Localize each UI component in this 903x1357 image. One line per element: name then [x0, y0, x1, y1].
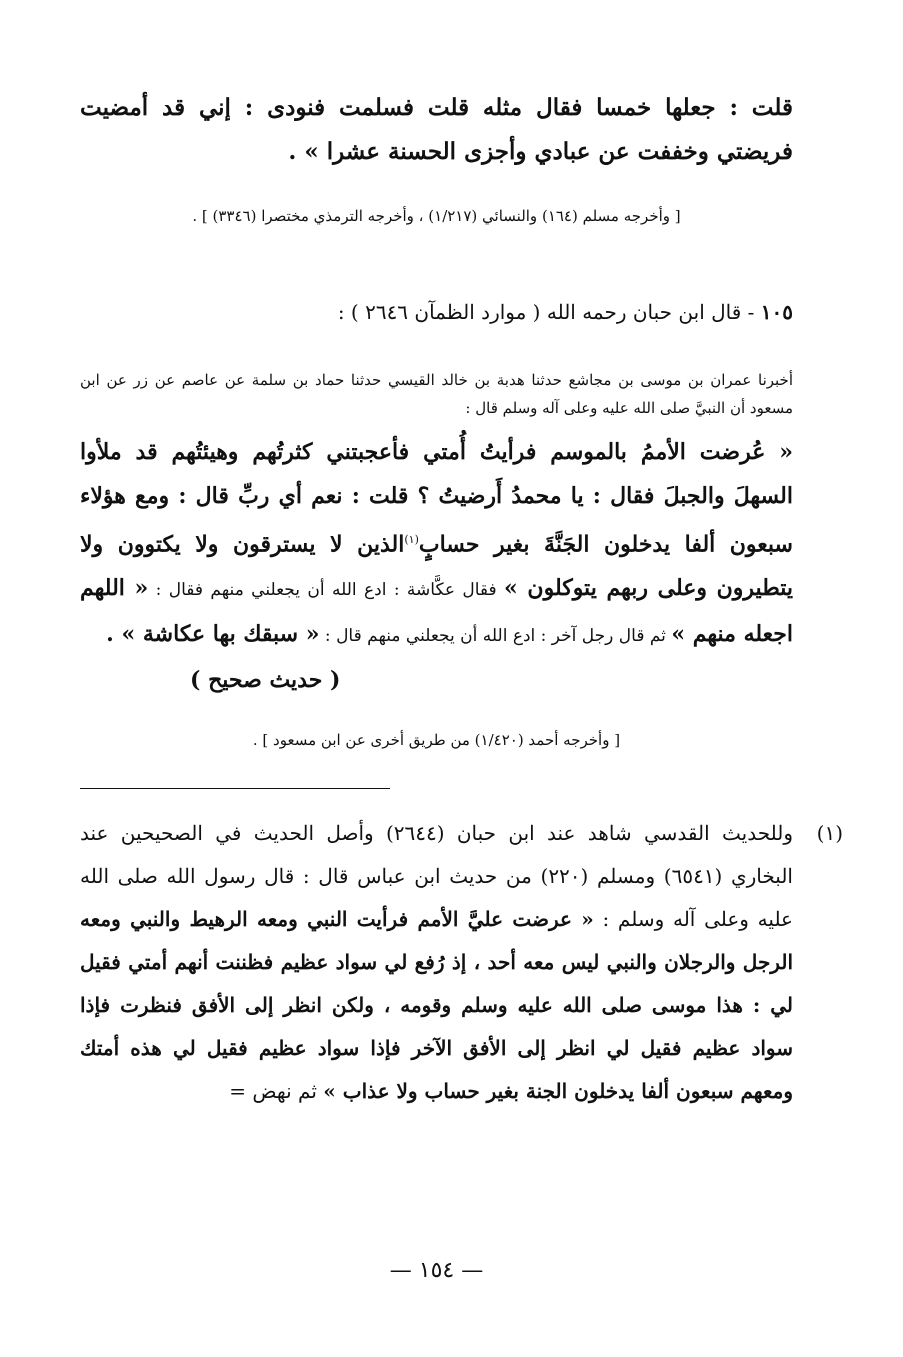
- hadith-number: ١٠٥: [760, 300, 793, 324]
- footnote-marker: (١): [404, 533, 419, 546]
- source-reference-1: [ وأخرجه مسلم (١٦٤) والنسائي (١/٢١٧) ، وأخرجه الترمذي مختصرا (٣٣٤٦) ] .: [192, 207, 681, 225]
- footnote-number: (١): [816, 821, 843, 845]
- hadith-heading: [80, 296, 793, 328]
- narration-1: فقال عكَّاشة : ادع الله أن يجعلني منهم فقال :: [148, 580, 505, 601]
- matn-part-1: « عُرضت الأممُ بالموسم فرأيتُ أُمتي فأعجبتني كثرتُهم وهيئتُهم قد ملأوا السهلَ والجبلَ فقال : يا محمدُ أَرضيتُ ؟ قلت : نعم أي ربِّ قال : ومع هؤلاء سبعون ألفا يدخلون الجَنَّةَ بغير حسابٍ: [80, 439, 793, 558]
- isnad-chain: أخبرنا عمران بن موسى بن مجاشع حدثنا هدبة بن خالد القيسي حدثنا حماد بن سلمة عن عاصم عن زر عن ابن مسعود أن النبيَّ صلى الله عليه وعلى آله وسلم قال :: [80, 371, 793, 417]
- hadith-grade: ( حديث صحيح ): [190, 667, 341, 694]
- hadith-body: [80, 430, 793, 702]
- matn-part-4: « سبقك بها عكاشة » .: [106, 621, 320, 648]
- footnote-text-end: ثم نهض =: [229, 1079, 324, 1103]
- footnote-divider: [80, 788, 390, 789]
- book-page: [80, 0, 843, 1357]
- narration-2: ثم قال رجل آخر : ادع الله أن يجعلني منهم قال :: [319, 626, 672, 647]
- footnote: [80, 812, 843, 1113]
- footnote-text-bold: « عرضت عليَّ الأمم فرأيت النبي ومعه الرهيط والنبي ومعه الرجل والرجلان والنبي ليس معه أحد ، إذ رُفع لي سواد عظيم فظننت أنهم أمتي فقيل لي : هذا موسى صلى الله عليه وسلم وقومه ، ولكن انظر إلى الأفق فنظرت فإذا سواد عظيم فقيل لي انظر إلى الأفق الآخر فإذا سواد عظيم فقيل لي هذه أمتك ومعهم سبعون ألفا يدخلون الجنة بغير حساب ولا عذاب »: [80, 907, 793, 1103]
- matn-part-3: « اللهم اجعله منهم »: [80, 575, 793, 648]
- page-number: — ١٥٤ —: [389, 1258, 484, 1283]
- footnote-text-plain: وللحديث القدسي شاهد عند ابن حبان (٢٦٤٤) وأصل الحديث في الصحيحين عند البخاري (٦٥٤١) ومسلم (٢٢٠) من حديث ابن عباس قال : قال رسول الله صلى الله عليه وعلى آله وسلم :: [80, 821, 793, 931]
- continued-hadith-text: قلت : جعلها خمسا فقال مثله قلت فسلمت فنودى : إني قد أمضيت فريضتي وخففت عن عبادي وأجزى الحسنة عشرا » .: [80, 94, 793, 165]
- source-reference-2: [ وأخرجه أحمد (١/٤٢٠) من طريق أخرى عن ابن مسعود ] .: [252, 731, 621, 749]
- hadith-source: - قال ابن حبان رحمه الله ( موارد الظمآن ٢٦٤٦ ) :: [337, 300, 761, 324]
- matn-part-2: الذين لا يسترقون ولا يكتوون ولا يتطيرون وعلى ربهم يتوكلون »: [80, 531, 793, 602]
